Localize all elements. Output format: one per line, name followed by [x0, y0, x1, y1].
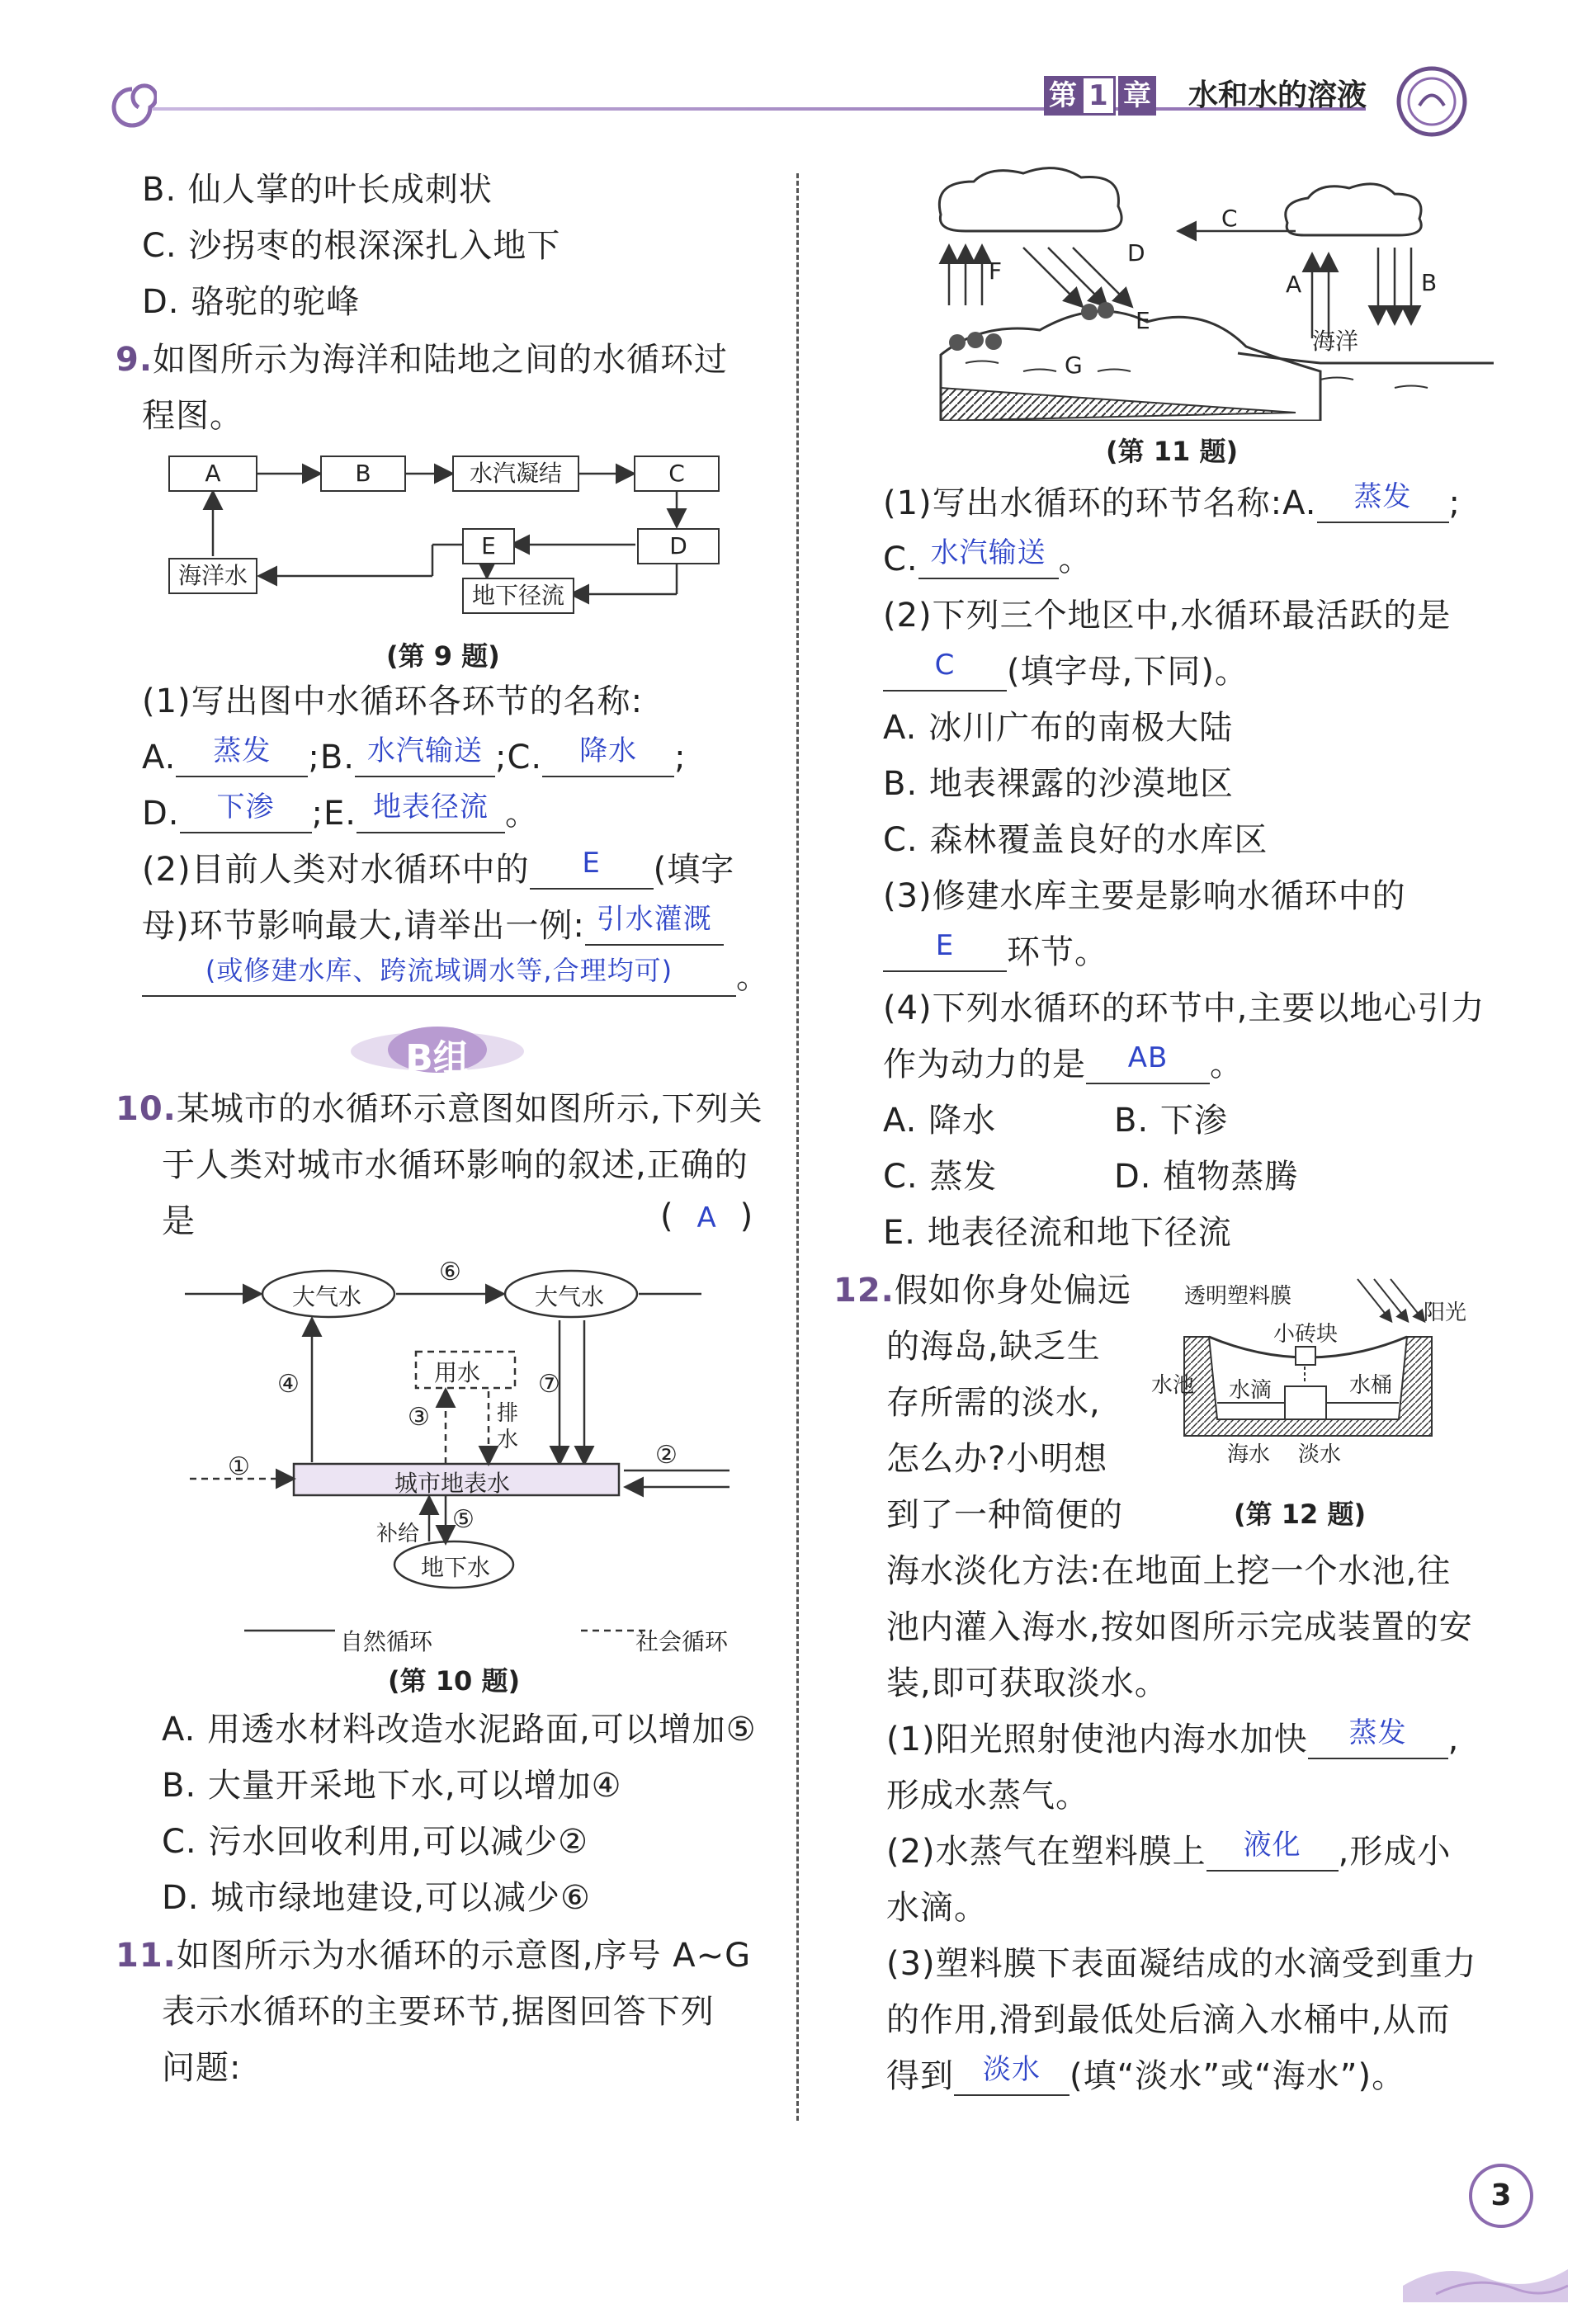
q10-caption: (第 10 题) — [388, 1665, 521, 1697]
q12-line-5: 到了一种简便的 — [886, 1496, 1123, 1534]
q9-part2-row3 — [142, 957, 770, 997]
group-b-label: B组 — [405, 1037, 470, 1079]
q11-part1-sep: ; — [1448, 484, 1461, 522]
q11-stem-3: 问题: — [162, 2049, 242, 2087]
q11-part2-option-c: C. 森林覆盖良好的水库区 — [883, 821, 1268, 859]
q11-answer-a: 蒸发 — [1353, 480, 1412, 513]
q12-part3-row3 — [886, 2053, 1406, 2096]
q12-answer-2: 液化 — [1243, 1829, 1301, 1862]
q12-line-1 — [833, 1271, 1131, 1310]
q12-part3-text-d: (填“淡水”或“海水”)。 — [1070, 2057, 1406, 2095]
q10-stem-3: 是 — [162, 1202, 196, 1240]
q10-option-b: B. 大量开采地下水,可以增加④ — [162, 1767, 622, 1805]
q9-label-a: A. — [142, 739, 177, 777]
q9-part2-text-c: 母)环节影响最大,请举出一例: — [142, 907, 585, 945]
q12-part2-row1 — [886, 1829, 1452, 1872]
q9-node-sea: 海洋水 — [168, 558, 257, 594]
q9-node-a: A — [168, 456, 257, 492]
q9-answer-c: 降水 — [579, 734, 638, 767]
q10-drain-2: 水 — [497, 1428, 519, 1452]
q11-part3-row2 — [883, 929, 1108, 972]
q10-drain-1: 排 — [497, 1401, 519, 1426]
q10-option-c: C. 污水回收利用,可以减少② — [162, 1823, 588, 1861]
q12-part3-row2: 的作用,滑到最低处后滴入水桶中,从而 — [886, 2001, 1451, 2039]
q11-part1-row2 — [883, 536, 1093, 579]
q12-part1-row2: 形成水蒸气。 — [886, 1777, 1089, 1815]
q12-line-8: 装,即可获取淡水。 — [886, 1664, 1169, 1702]
q9-node-b: B — [320, 456, 406, 492]
q12-part2-row2: 水滴。 — [886, 1889, 988, 1927]
q9-label-d: D. — [142, 795, 180, 833]
q11-part1-text: (1)写出水循环的环节名称:A. — [883, 484, 1317, 522]
q10-groundwater: 地下水 — [421, 1554, 491, 1581]
q9-part2-text-a: (2)目前人类对水循环中的 — [142, 851, 530, 889]
q11-part1-label-c: C. — [883, 540, 918, 578]
q9-number: 9. — [116, 341, 153, 379]
q11-answer-4: AB — [1127, 1041, 1169, 1074]
q11-part4-option-a: A. 降水 — [883, 1102, 997, 1140]
q9-node-condense: 水汽凝结 — [452, 456, 579, 492]
chapter-tag-prefix: 第 — [1044, 76, 1082, 116]
q9-answers-row2 — [142, 791, 539, 833]
q10-num-5: ⑤ — [452, 1505, 475, 1534]
q12-caption: (第 12 题) — [1234, 1499, 1367, 1530]
q11-part4-option-c: C. 蒸发 — [883, 1158, 998, 1196]
header-swirl-icon — [107, 83, 157, 132]
q10-use-water: 用水 — [434, 1359, 481, 1386]
q10-text-1: 某城市的水循环示意图如图所示,下列关 — [176, 1090, 763, 1128]
q12-label-sea: 海水 — [1227, 1442, 1271, 1467]
q11-part4-option-d: D. 植物蒸腾 — [1114, 1158, 1299, 1196]
q9-node-d: D — [637, 528, 720, 564]
chapter-tag-suffix: 章 — [1118, 76, 1156, 116]
q10-number: 10. — [116, 1090, 177, 1128]
q11-label-f: F — [989, 257, 1003, 285]
q11-part4-end: 。 — [1210, 1046, 1244, 1083]
q9-caption: (第 9 题) — [386, 640, 500, 672]
q9-answer-b: 水汽输送 — [367, 734, 484, 767]
q10-paren-left: ( — [660, 1197, 674, 1235]
q9-answer-2: E — [582, 847, 601, 880]
q12-part1-row1 — [886, 1716, 1460, 1759]
q10-stem-2: 于人类对城市水循环影响的叙述,正确的 — [162, 1146, 748, 1184]
footer-wave-decoration — [1403, 2228, 1568, 2302]
q9-diagram — [165, 446, 743, 627]
q12-label-fresh: 淡水 — [1298, 1442, 1342, 1467]
q11-label-sea: 海洋 — [1312, 328, 1359, 355]
q11-label-b: B — [1421, 269, 1438, 296]
page-number-badge — [1469, 2164, 1533, 2228]
q11-stem-1 — [116, 1936, 751, 1975]
q10-num-6: ⑥ — [439, 1258, 461, 1286]
q11-answer-c: 水汽输送 — [930, 536, 1046, 569]
q9-text-1: 如图所示为海洋和陆地之间的水循环过 — [153, 341, 729, 379]
q12-label-film: 透明塑料膜 — [1184, 1284, 1292, 1309]
q9-answer-2-example-2: (或修建水库、跨流域调水等,合理均可) — [205, 955, 673, 986]
q12-answer-3: 淡水 — [983, 2053, 1041, 2086]
q10-num-1: ① — [228, 1452, 250, 1481]
q8-option-b: B. 仙人掌的叶长成刺状 — [142, 171, 493, 209]
q9-stem-1 — [116, 340, 728, 380]
q8-option-d: D. 骆驼的驼峰 — [142, 283, 361, 321]
q10-legend-natural: 自然循环 — [340, 1628, 433, 1655]
q10-paren-right: ) — [739, 1197, 754, 1235]
q12-label-pool: 水池 — [1151, 1373, 1195, 1398]
q12-diagram — [1151, 1271, 1467, 1477]
q12-line-2: 的海岛,缺乏生 — [886, 1328, 1101, 1366]
q9-label-c: ;C. — [495, 739, 543, 777]
column-divider — [796, 173, 799, 2121]
chapter-title: 水和水的溶液 — [1188, 78, 1367, 112]
q11-part3-stem: (3)修建水库主要是影响水循环中的 — [883, 877, 1406, 915]
q10-atmos-2: 大气水 — [535, 1283, 605, 1310]
q11-part4-stem: (4)下列水循环的环节中,主要以地心引力 — [883, 989, 1485, 1027]
q9-node-e: E — [462, 528, 515, 564]
q11-label-c: C — [1221, 205, 1238, 232]
q12-line-4: 怎么办?小明想 — [886, 1440, 1108, 1478]
q9-answer-a: 蒸发 — [213, 734, 272, 767]
q12-label-sun: 阳光 — [1424, 1300, 1467, 1325]
q11-label-d: D — [1127, 239, 1145, 267]
q9-end-1: 。 — [504, 795, 539, 833]
q9-answers-row1 — [142, 734, 687, 777]
q12-part2-text-a: (2)水蒸气在塑料膜上 — [886, 1833, 1206, 1871]
q9-answer-d: 下渗 — [216, 791, 275, 824]
q11-part2-stem: (2)下列三个地区中,水循环最活跃的是 — [883, 597, 1452, 635]
q9-label-e: ;E. — [311, 795, 357, 833]
q9-part1: (1)写出图中水循环各环节的名称: — [142, 682, 644, 720]
q11-stem-2: 表示水循环的主要环节,据图回答下列 — [162, 1993, 715, 2031]
q12-number: 12. — [833, 1272, 895, 1310]
q11-part2-text-b: (填字母,下同)。 — [1007, 653, 1249, 691]
q10-num-4: ④ — [277, 1370, 300, 1399]
q9-answer-e: 地表径流 — [372, 791, 489, 824]
group-b-banner — [347, 1023, 528, 1079]
q12-label-brick: 小砖块 — [1273, 1322, 1339, 1347]
q10-num-7: ⑦ — [538, 1370, 560, 1399]
chapter-tag-number: 1 — [1081, 76, 1116, 116]
q11-caption: (第 11 题) — [1106, 436, 1239, 467]
q9-part2-text-b: (填字 — [653, 851, 735, 889]
q11-label-a: A — [1286, 271, 1302, 298]
q11-part4-text-b: 作为动力的是 — [883, 1046, 1086, 1083]
q11-part1-end: 。 — [1058, 540, 1093, 578]
q9-part2-row2 — [142, 903, 724, 946]
q10-answer-paren — [660, 1197, 753, 1238]
q9-node-c: C — [634, 456, 720, 492]
q12-part3-text-c: 得到 — [886, 2057, 954, 2095]
q11-part3-text-b: 环节。 — [1007, 933, 1108, 971]
q9-stem-2: 程图。 — [142, 397, 243, 435]
q12-part1-text-b: , — [1447, 1721, 1460, 1758]
q10-supply: 补给 — [376, 1522, 420, 1546]
q12-label-bucket: 水桶 — [1349, 1373, 1393, 1398]
header-emblem-icon — [1395, 64, 1469, 139]
q12-part3-row1: (3)塑料膜下表面凝结成的水滴受到重力 — [886, 1945, 1477, 1983]
q10-legend-social: 社会循环 — [635, 1628, 729, 1655]
q11-part2-option-a: A. 冰川广布的南极大陆 — [883, 709, 1234, 747]
q10-diagram — [182, 1254, 743, 1634]
q9-sep-c: ; — [674, 739, 687, 777]
q12-line-6: 海水淡化方法:在地面上挖一个水池,往 — [886, 1552, 1452, 1590]
q11-part1-row1 — [883, 480, 1461, 523]
q12-answer-1: 蒸发 — [1348, 1716, 1407, 1749]
q12-label-drop: 水滴 — [1229, 1378, 1273, 1403]
q11-part4-row2 — [883, 1041, 1244, 1084]
q11-part2-option-b: B. 地表裸露的沙漠地区 — [883, 765, 1234, 803]
q11-answer-2: C — [934, 649, 956, 682]
q11-number: 11. — [116, 1937, 177, 1975]
page-number: 3 — [1490, 2178, 1512, 2212]
q12-text-1: 假如你身处偏远 — [894, 1272, 1131, 1310]
q11-part4-option-b: B. 下渗 — [1114, 1102, 1228, 1140]
q8-option-c: C. 沙拐枣的根深深扎入地下 — [142, 227, 561, 265]
q9-answer-2-example: 引水灌溉 — [596, 903, 712, 936]
q9-part2-row1 — [142, 847, 735, 890]
q12-part1-text-a: (1)阳光照射使池内海水加快 — [886, 1721, 1308, 1758]
q9-label-b: ;B. — [308, 739, 356, 777]
q10-num-2: ② — [655, 1441, 678, 1470]
q10-option-d: D. 城市绿地建设,可以减少⑥ — [162, 1879, 591, 1917]
q10-city-surface: 城市地表水 — [394, 1470, 511, 1497]
q12-line-7: 池内灌入海水,按如图所示完成装置的安 — [886, 1608, 1473, 1646]
q12-part2-text-b: ,形成小 — [1338, 1833, 1452, 1871]
q10-num-3: ③ — [408, 1403, 430, 1432]
q10-atmos-1: 大气水 — [292, 1283, 362, 1310]
q11-label-e: E — [1136, 307, 1150, 334]
q11-answer-3: E — [935, 929, 955, 962]
q11-diagram — [933, 165, 1494, 421]
q10-option-a: A. 用透水材料改造水泥路面,可以增加⑤ — [162, 1711, 757, 1749]
q11-part4-option-e: E. 地表径流和地下径流 — [883, 1214, 1232, 1252]
q11-label-g: G — [1065, 352, 1083, 379]
q11-part2-row2 — [883, 649, 1249, 692]
q10-answer: A — [696, 1201, 717, 1234]
q9-node-ground: 地下径流 — [462, 578, 574, 614]
q10-stem-1 — [116, 1089, 763, 1129]
q11-text-1: 如图所示为水循环的示意图,序号 A~G — [176, 1937, 752, 1975]
q9-end-2: 。 — [736, 958, 770, 996]
header-rule — [153, 107, 1366, 111]
q12-line-3: 存所需的淡水, — [886, 1384, 1101, 1422]
